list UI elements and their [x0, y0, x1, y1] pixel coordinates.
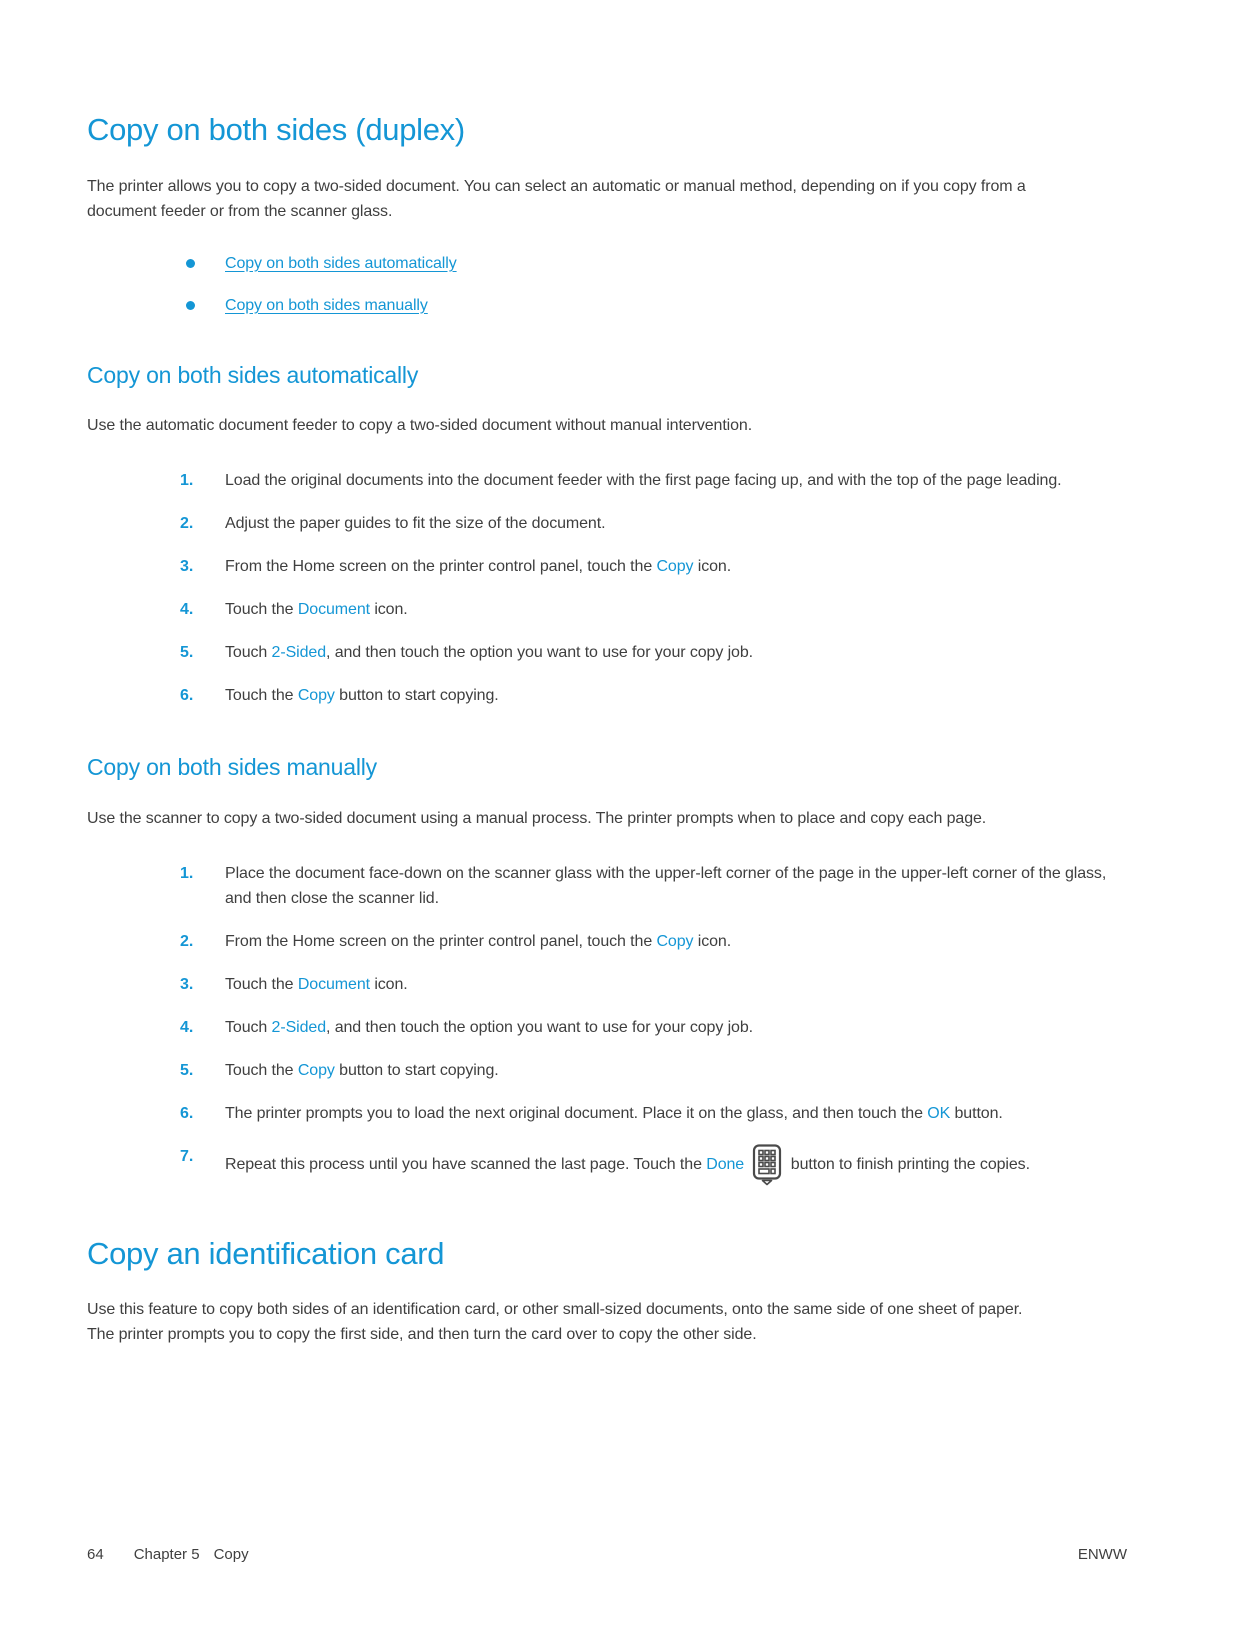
- step-text: [225, 683, 499, 708]
- steps-manually: [180, 861, 1122, 1186]
- step-text-segment: Touch: [225, 1018, 272, 1036]
- step-number: 3.: [180, 975, 194, 993]
- footer-edition-label: ENWW: [1077, 1546, 1127, 1563]
- step-text-segment: icon.: [693, 932, 732, 950]
- page-title: Copy on both sides (duplex): [87, 112, 465, 147]
- section-heading-id-card: Copy an identification card: [87, 1235, 445, 1271]
- bullet-dot-icon: [186, 301, 195, 310]
- toc-link-list: [180, 254, 1125, 316]
- step-text-segment: Touch the: [225, 687, 298, 705]
- section-intro-manually: Use the scanner to copy a two-sided document using a manual process. The printer prompts when to place and copy each page.: [87, 809, 987, 827]
- step-text-segment: Touch the: [225, 601, 298, 619]
- ui-control-reference: Document: [297, 601, 370, 619]
- step-text-segment: icon.: [369, 975, 408, 993]
- ui-control-reference: Done: [706, 1156, 745, 1174]
- step-item: [180, 1058, 1122, 1083]
- step-number: 2.: [180, 515, 194, 533]
- footer-left: [87, 1546, 249, 1563]
- footer-chapter-title: Copy: [213, 1546, 249, 1563]
- step-text-segment: [744, 1156, 748, 1173]
- step-text: [225, 1144, 1030, 1186]
- step-item: [180, 511, 1122, 536]
- step-number: 4.: [180, 1018, 194, 1036]
- step-text-segment: Touch the: [225, 975, 298, 993]
- step-item: [180, 468, 1122, 493]
- step-text-segment: icon.: [693, 558, 732, 576]
- step-text-segment: The printer prompts you to load the next original document. Place it on the glass, and then touch the: [225, 1104, 928, 1122]
- step-item: [180, 972, 1122, 997]
- step-text-segment: Touch the: [225, 1061, 298, 1079]
- step-text: [225, 1015, 753, 1040]
- section-heading-manually: Copy on both sides manually: [87, 754, 377, 781]
- steps-automatically: [180, 468, 1122, 708]
- step-text-segment: Load the original documents into the document feeder with the first page facing up, and with the top of the page leading.: [225, 472, 1062, 490]
- step-text-segment: Touch: [225, 644, 272, 662]
- ui-control-reference: Copy: [297, 687, 335, 705]
- step-item: [180, 1144, 1122, 1186]
- step-item: [180, 554, 1122, 579]
- step-text: [225, 640, 753, 665]
- step-number: 3.: [180, 558, 194, 576]
- ui-control-reference: Document: [297, 975, 370, 993]
- step-number: 5.: [180, 644, 194, 662]
- step-text-segment: Repeat this process until you have scanned the last page. Touch the: [225, 1156, 707, 1174]
- step-text: [225, 554, 731, 579]
- step-number: 1.: [180, 864, 194, 882]
- step-number: 6.: [180, 1104, 194, 1122]
- copies-keypad-icon: [752, 1144, 782, 1186]
- step-text: [225, 1058, 499, 1083]
- toc-link[interactable]: Copy on both sides manually: [225, 296, 428, 314]
- toc-bullet-item: [180, 254, 1125, 274]
- footer-chapter-label: Chapter 5: [133, 1546, 200, 1563]
- step-item: [180, 1101, 1122, 1126]
- section-heading-automatically: Copy on both sides automatically: [87, 361, 419, 388]
- ui-control-reference: Copy: [656, 558, 694, 576]
- step-text-segment: button to start copying.: [334, 1061, 499, 1079]
- bullet-dot-icon: [186, 259, 195, 268]
- step-number: 4.: [180, 601, 194, 619]
- step-text-segment: button to start copying.: [334, 687, 499, 705]
- toc-link[interactable]: Copy on both sides automatically: [225, 254, 457, 272]
- page-footer: [87, 1546, 1127, 1563]
- id-card-intro: Use this feature to copy both sides of an identification card, or other small-sized documents, onto the same side of one sheet of paper. The printer prompts you to copy the first side, and then turn the card over to copy the other side.: [87, 1301, 1023, 1344]
- step-number: 5.: [180, 1061, 194, 1079]
- step-text: [225, 468, 1061, 493]
- step-text-segment: From the Home screen on the printer control panel, touch the: [225, 932, 657, 950]
- step-text-segment: icon.: [369, 601, 408, 619]
- step-number: 7.: [180, 1147, 194, 1165]
- step-text: [225, 511, 605, 536]
- ui-control-reference: OK: [927, 1104, 951, 1122]
- step-item: [180, 640, 1122, 665]
- step-text: [225, 597, 408, 622]
- step-item: [180, 597, 1122, 622]
- step-text-segment: From the Home screen on the printer control panel, touch the: [225, 558, 657, 576]
- step-text-segment: , and then touch the option you want to use for your copy job.: [326, 644, 753, 662]
- step-text-segment: button to finish printing the copies.: [786, 1156, 1030, 1174]
- step-text-segment: Place the document face-down on the scanner glass with the upper-left corner of the page in the upper-left corner of the glass, and then close the scanner lid.: [225, 864, 1107, 907]
- footer-page-number: 64: [87, 1546, 104, 1563]
- step-text: [225, 929, 731, 954]
- step-text-segment: Adjust the paper guides to fit the size of the document.: [225, 515, 606, 533]
- step-number: 2.: [180, 932, 194, 950]
- ui-control-reference: 2-Sided: [271, 1018, 326, 1036]
- ui-control-reference: Copy: [656, 932, 694, 950]
- ui-control-reference: 2-Sided: [271, 644, 326, 662]
- ui-control-reference: Copy: [297, 1061, 335, 1079]
- step-text: [225, 1101, 1003, 1126]
- step-number: 1.: [180, 472, 194, 490]
- step-text-segment: button.: [950, 1104, 1003, 1122]
- step-item: [180, 929, 1122, 954]
- step-text: [225, 972, 408, 997]
- step-number: 6.: [180, 687, 194, 705]
- toc-bullet-item: [180, 296, 1125, 316]
- step-item: [180, 683, 1122, 708]
- step-text: [225, 861, 1122, 911]
- section-intro-automatically: Use the automatic document feeder to copy a two-sided document without manual intervention.: [87, 417, 753, 435]
- intro-paragraph: The printer allows you to copy a two-sided document. You can select an automatic or manual method, depending on if you copy from a document feeder or from the scanner glass.: [87, 177, 1026, 220]
- step-item: [180, 1015, 1122, 1040]
- step-item: [180, 861, 1122, 911]
- step-text-segment: , and then touch the option you want to use for your copy job.: [326, 1018, 753, 1036]
